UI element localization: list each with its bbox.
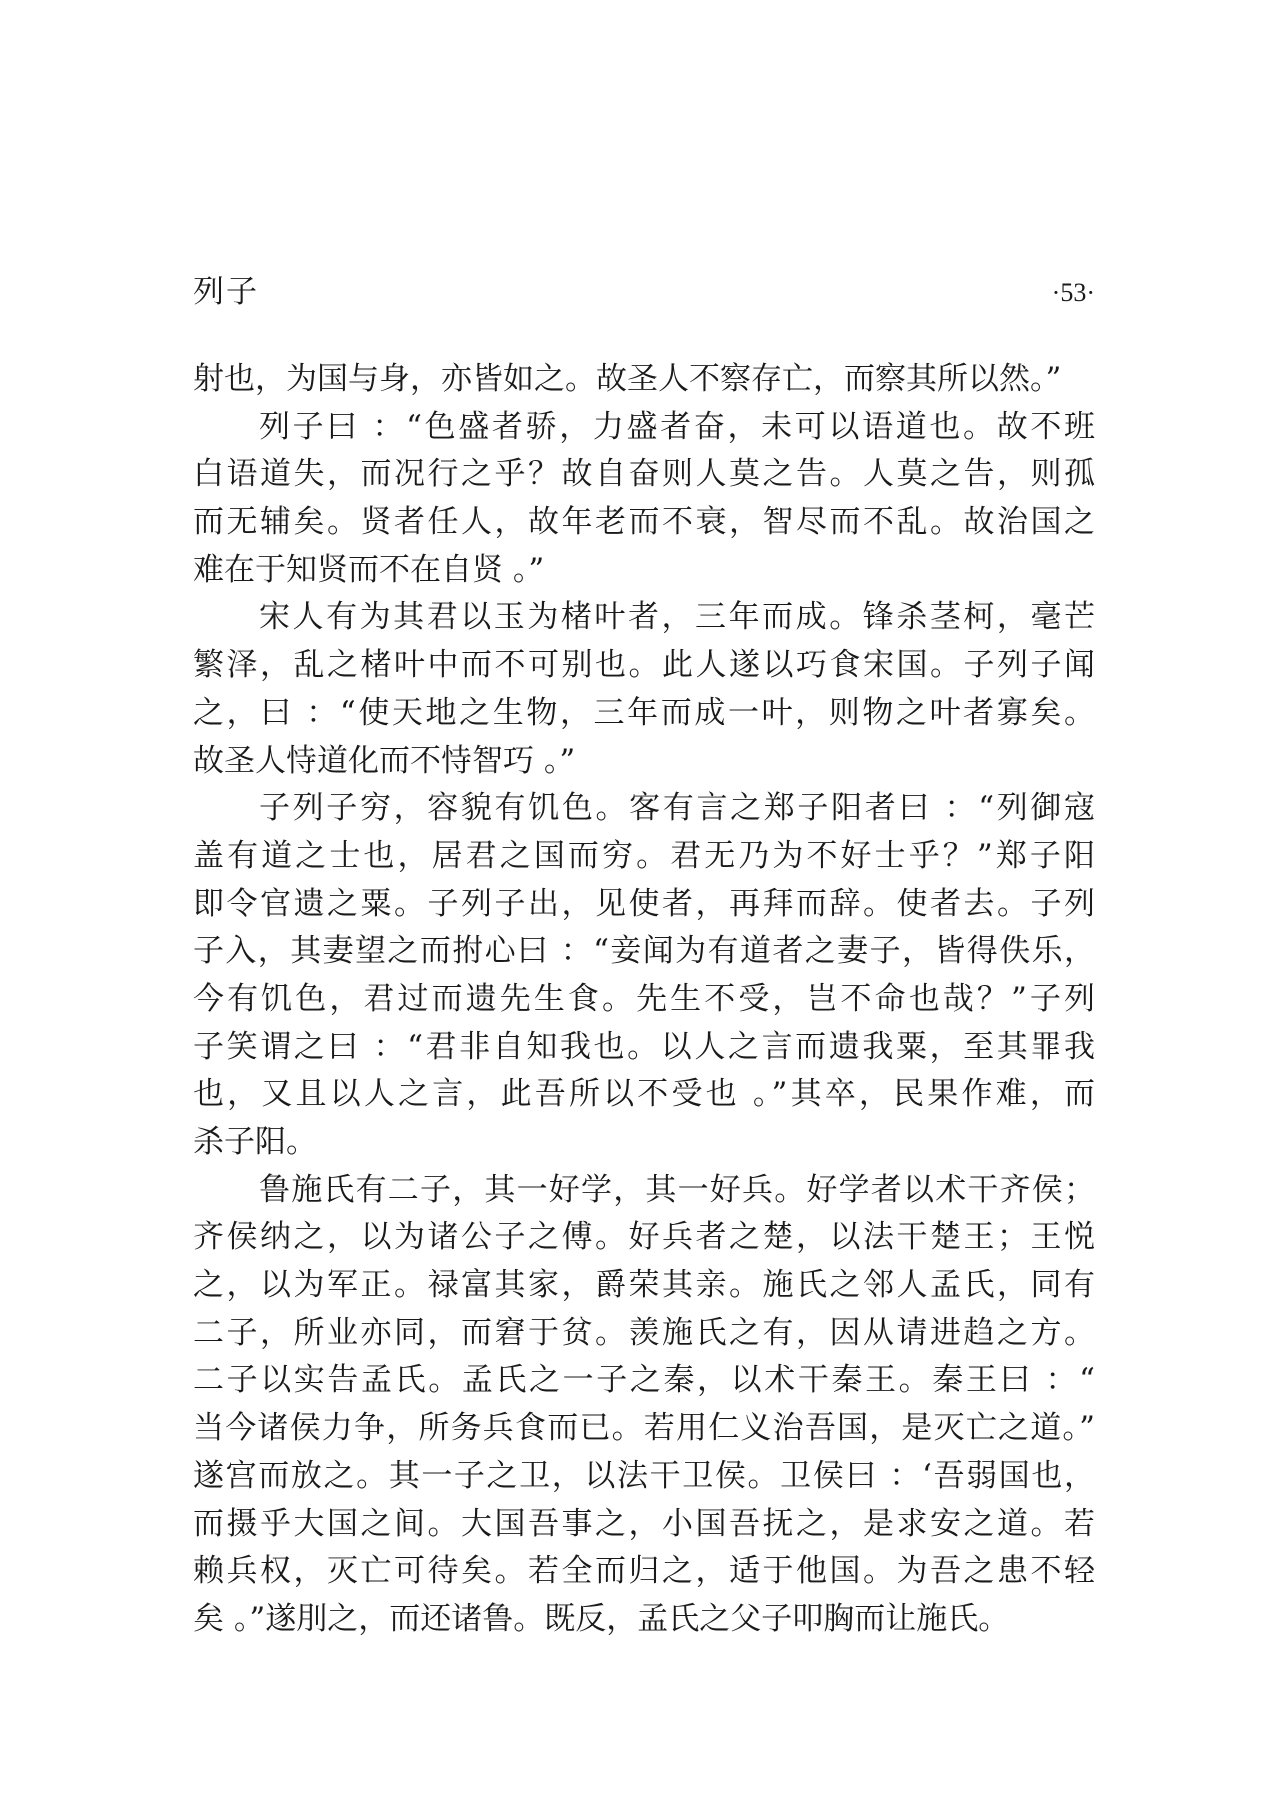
text-line: 当今诸侯力争，所务兵食而已。若用仁义治吾国，是灭亡之道。”: [193, 1410, 1095, 1447]
paragraph: [193, 356, 1095, 404]
text-line: 射也，为国与身，亦皆如之。故圣人不察存亡，而察其所以然。”: [193, 361, 1062, 397]
text-line: 繁泽，乱之楮叶中而不可别也。此人遂以巧食宋国。子列子闻: [193, 647, 1095, 684]
text-line: 赖兵权，灭亡可待矣。若全而归之，适于他国。为吾之患不轻: [193, 1553, 1095, 1590]
text-line: 二子以实告孟氏。孟氏之一子之秦，以术干秦王。秦王曰 ：“: [193, 1362, 1095, 1399]
paragraph: [193, 404, 1095, 595]
text-line: 宋人有为其君以玉为楮叶者，三年而成。锋杀茎柯，毫芒: [259, 599, 1095, 636]
text-line: 也，又且以人之言，此吾所以不受也 。”其卒，民果作难，而: [193, 1076, 1095, 1113]
text-line: 而摄乎大国之间。大国吾事之，小国吾抚之，是求安之道。若: [193, 1505, 1095, 1542]
paragraph: [193, 1167, 1095, 1644]
text-line: 齐侯纳之，以为诸公子之傅。好兵者之楚，以法干楚王；王悦: [193, 1219, 1095, 1256]
text-line: 故圣人恃道化而不恃智巧 。”: [193, 742, 576, 779]
text-line: 矣 。”遂刖之，而还诸鲁。既反，孟氏之父子叩胸而让施氏。: [193, 1600, 1010, 1637]
text-line: 鲁施氏有二子，其一好学，其一好兵。好学者以术干齐侯；: [259, 1171, 1095, 1208]
text-line: 白语道失，而况行之乎？故自奋则人莫之告。人莫之告，则孤: [193, 456, 1095, 493]
text-line: 子列子穷，容貌有饥色。客有言之郑子阳者曰 ：“列御寇: [259, 790, 1095, 827]
text-line: 难在于知贤而不在自贤 。”: [193, 551, 545, 588]
text-line: 即令官遗之粟。子列子出，见使者，再拜而辞。使者去。子列: [193, 885, 1095, 922]
body-text: [193, 356, 1095, 1644]
book-title: 列子: [193, 274, 259, 310]
text-line: 盖有道之士也，居君之国而穷。君无乃为不好士乎？”郑子阳: [193, 837, 1095, 874]
paragraph: [193, 594, 1095, 785]
text-line: 之，曰 ：“使天地之生物，三年而成一叶，则物之叶者寡矣。: [193, 694, 1095, 731]
text-line: 而无辅矣。贤者任人，故年老而不衰，智尽而不乱。故治国之: [193, 504, 1095, 541]
paragraph: [193, 785, 1095, 1167]
text-line: 遂宫而放之。其一子之卫，以法干卫侯。卫侯曰 ：‘吾弱国也，: [193, 1457, 1095, 1494]
running-header: [193, 272, 1095, 316]
text-line: 之，以为军正。禄富其家，爵荣其亲。施氏之邻人孟氏，同有: [193, 1267, 1095, 1304]
text-line: 杀子阳。: [193, 1124, 317, 1160]
text-line: 列子曰 ：“色盛者骄，力盛者奋，未可以语道也。故不班: [259, 408, 1095, 445]
text-line: 今有饥色，君过而遗先生食。先生不受，岂不命也哉？”子列: [193, 980, 1095, 1017]
text-line: 子入，其妻望之而拊心曰 ：“妾闻为有道者之妻子，皆得佚乐，: [193, 933, 1095, 970]
text-line: 子笑谓之曰 ：“君非自知我也。以人之言而遗我粟，至其罪我: [193, 1028, 1095, 1065]
text-line: 二子，所业亦同，而窘于贫。羡施氏之有，因从请进趋之方。: [193, 1314, 1095, 1351]
page-number: ·53·: [1051, 278, 1095, 307]
